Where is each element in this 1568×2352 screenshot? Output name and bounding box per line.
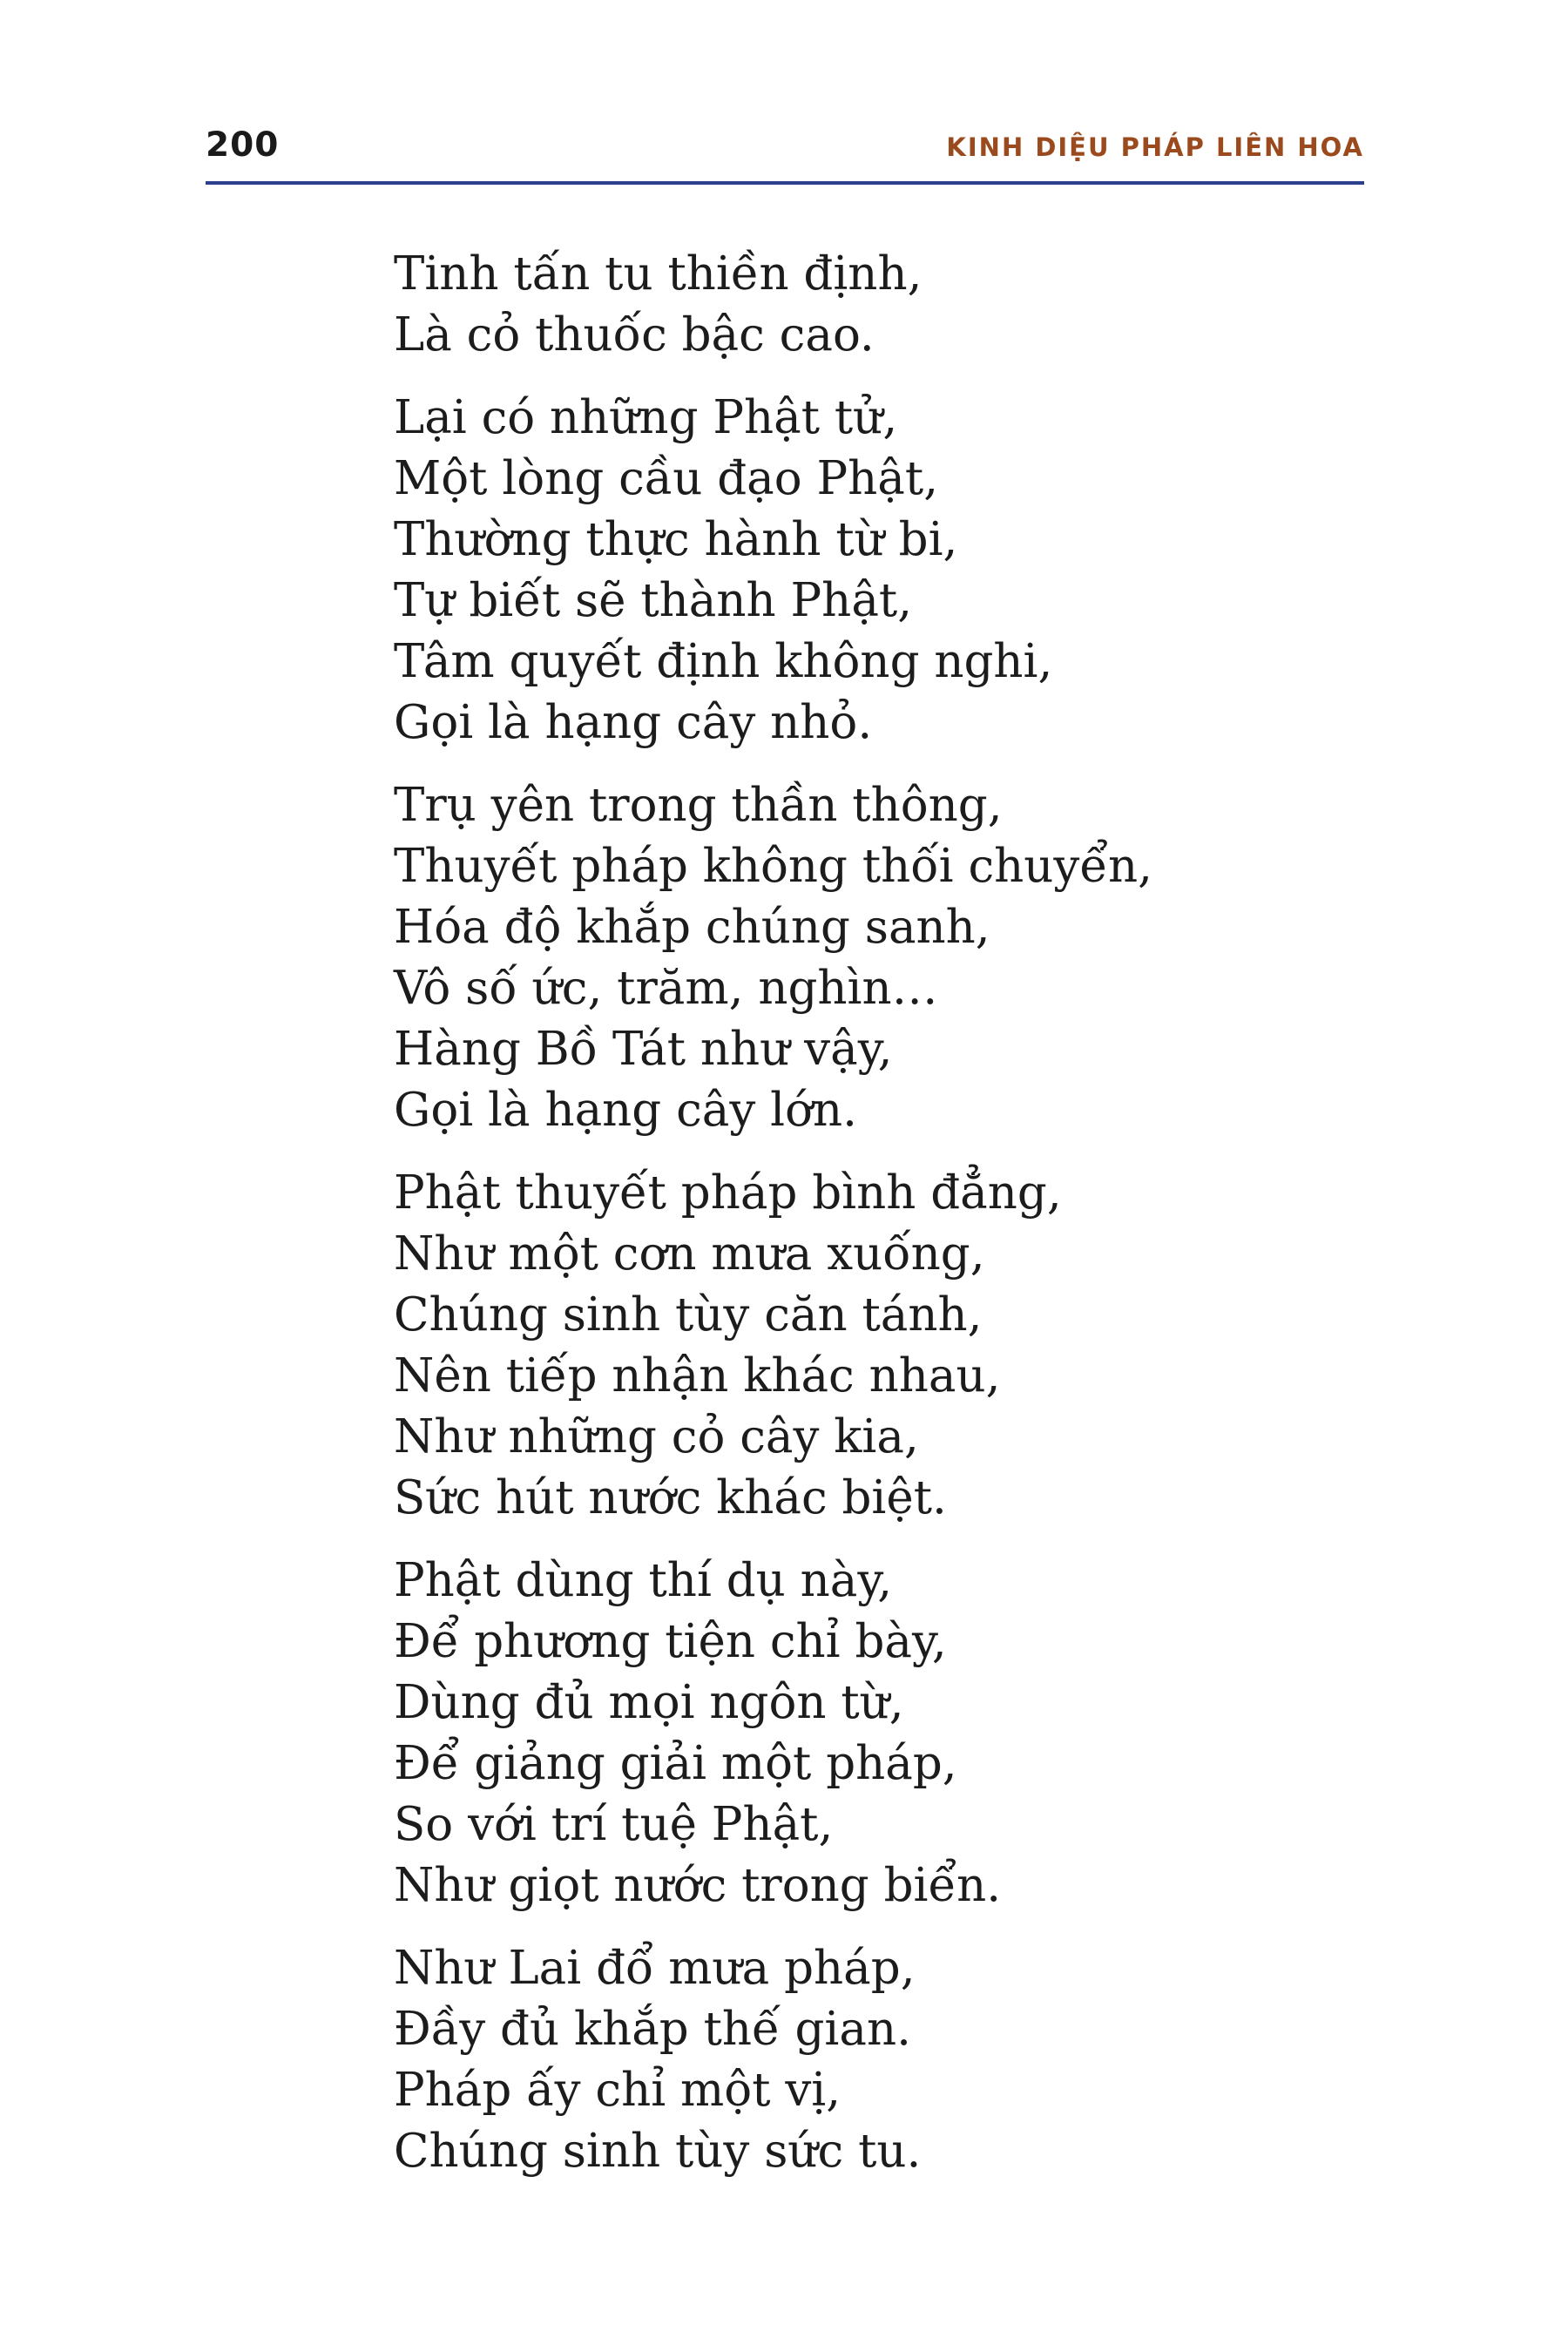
verse-line: Như Lai đổ mưa pháp, [394,1942,916,1995]
poem-body [394,244,1352,2204]
verse-line: Gọi là hạng cây lớn. [394,1084,857,1137]
running-header [206,122,1364,185]
verse-line: Sức hút nước khác biệt. [394,1471,947,1524]
stanza [394,1938,1352,2182]
verse-line: Đầy đủ khắp thế gian. [394,2003,911,2056]
verse-line: Tâm quyết định không nghi, [394,635,1053,688]
verse-line: Gọi là hạng cây nhỏ. [394,696,873,749]
page-number: 200 [206,125,280,165]
verse-line: Như một cơn mưa xuống, [394,1227,985,1281]
verse-line: Nên tiếp nhận khác nhau, [394,1349,1001,1402]
verse-line: Tự biết sẽ thành Phật, [394,574,913,627]
verse-line: Vô số ức, trăm, nghìn… [394,962,938,1015]
verse-line: Phật dùng thí dụ này, [394,1554,893,1607]
verse-line: Như giọt nước trong biển. [394,1859,1002,1912]
verse-line: Để giảng giải một pháp, [394,1737,957,1790]
stanza [394,775,1352,1141]
verse-line: Phật thuyết pháp bình đẳng, [394,1166,1062,1220]
verse-line: Thuyết pháp không thối chuyển, [394,840,1152,893]
verse-line: Chúng sinh tùy sức tu. [394,2125,922,2178]
verse-line: So với trí tuệ Phật, [394,1798,834,1851]
verse-line: Hóa độ khắp chúng sanh, [394,901,990,954]
verse-line: Một lòng cầu đạo Phật, [394,452,939,505]
verse-line: Như những cỏ cây kia, [394,1410,919,1463]
verse-line: Là cỏ thuốc bậc cao. [394,308,875,362]
stanza [394,388,1352,754]
verse-line: Pháp ấy chỉ một vị, [394,2064,841,2117]
stanza [394,244,1352,366]
book-title: KINH DIỆU PHÁP LIÊN HOA [946,132,1364,162]
verse-line: Tinh tấn tu thiền định, [394,247,923,301]
verse-line: Dùng đủ mọi ngôn từ, [394,1676,904,1729]
verse-line: Lại có những Phật tử, [394,391,898,444]
stanza [394,1163,1352,1529]
verse-line: Trụ yên trong thần thông, [394,779,1003,832]
verse-line: Để phương tiện chỉ bày, [394,1615,947,1668]
stanza [394,1551,1352,1916]
verse-line: Hàng Bồ Tát như vậy, [394,1023,893,1076]
verse-line: Chúng sinh tùy căn tánh, [394,1288,983,1342]
verse-line: Thường thực hành từ bi, [394,513,958,566]
